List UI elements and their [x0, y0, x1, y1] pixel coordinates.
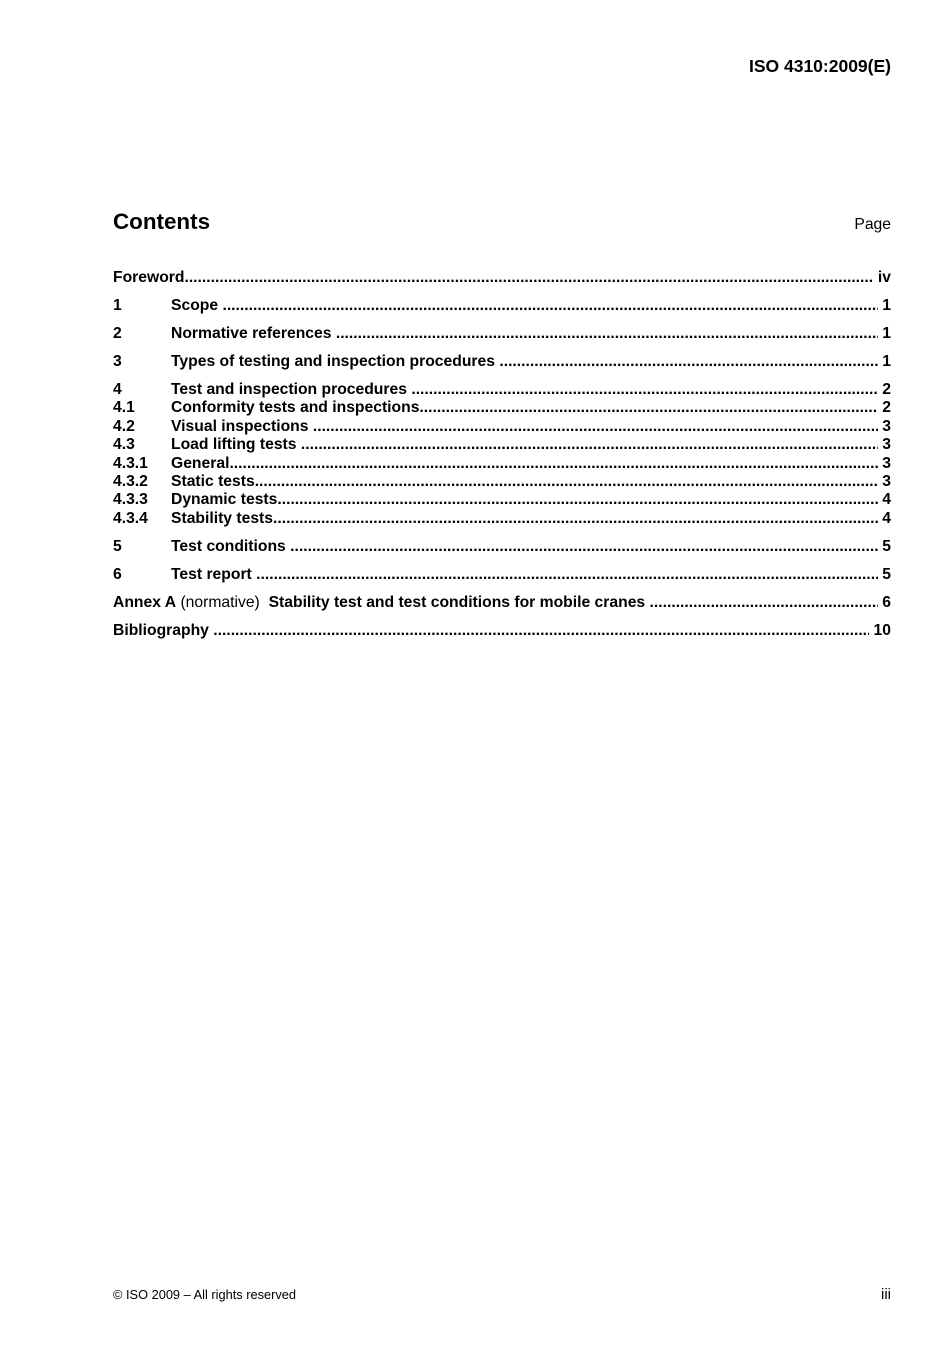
contents-heading-row [113, 209, 891, 238]
toc-entry-number: 4.1 [113, 399, 135, 417]
toc-entry-page: 10 [873, 621, 891, 639]
toc-entry-stability-tests[interactable] [113, 510, 891, 528]
toc-entry-page: 1 [882, 297, 891, 314]
dot-leader [495, 353, 878, 371]
toc-entry-title: Bibliography [113, 621, 209, 639]
toc-entry-title: Test report [171, 565, 252, 583]
toc-entry-bibliography[interactable] [113, 622, 891, 640]
document-identifier: ISO 4310:2009(E) [748, 56, 891, 76]
dot-leader [308, 418, 877, 436]
toc-entry-test-and-inspection-procedures[interactable] [113, 381, 891, 399]
dot-leader [184, 269, 873, 287]
toc-entry-title: Stability test and test conditions for mobile cranes [268, 593, 646, 611]
toc-entry-conformity-tests[interactable] [113, 399, 891, 417]
toc-entry-normative-references[interactable] [113, 325, 891, 343]
toc-entry-page: 5 [882, 565, 891, 583]
toc-entry-title: Dynamic tests [171, 491, 278, 509]
toc-entry-load-lifting-tests[interactable] [113, 436, 891, 454]
toc-entry-title: Types of testing and inspection procedures [171, 353, 495, 370]
toc-entry-page: iv [877, 269, 891, 286]
toc-entry-page: 3 [882, 473, 891, 491]
dot-leader [645, 594, 878, 612]
toc-entry-title: Conformity tests and inspections [171, 399, 420, 417]
toc-entry-page: 5 [882, 537, 891, 555]
toc-entry-page: 6 [882, 593, 891, 611]
toc-entry-page: 2 [882, 381, 891, 398]
toc-entry-number: 3 [113, 353, 122, 370]
toc-entry-number: 4.2 [113, 417, 135, 435]
dot-leader [218, 297, 878, 315]
annex-qualifier: (normative) [180, 593, 260, 611]
toc-entry-static-tests[interactable] [113, 473, 891, 491]
toc-entry-page: 4 [882, 509, 891, 527]
toc-entry-title: Normative references [171, 325, 332, 342]
page-footer [113, 1286, 891, 1304]
toc-entry-number: 4.3 [113, 436, 135, 454]
dot-leader [273, 510, 878, 528]
copyright-notice: © ISO 2009 – All rights reserved [113, 1287, 296, 1302]
toc-entry-visual-inspections[interactable] [113, 418, 891, 436]
toc-entry-annex-a[interactable] [113, 594, 891, 612]
toc-entry-test-conditions[interactable] [113, 538, 891, 556]
toc-entry-number: 2 [113, 325, 122, 342]
toc-entry-title: Visual inspections [171, 417, 309, 435]
toc-entry-title: Load lifting tests [171, 436, 297, 454]
dot-leader [252, 566, 878, 584]
toc-entry-number: 5 [113, 537, 122, 555]
dot-leader [286, 538, 878, 556]
toc-entry-scope[interactable] [113, 297, 891, 315]
page-number: iii [881, 1286, 891, 1303]
toc-entry-number: 1 [113, 297, 122, 314]
toc-entry-general[interactable] [113, 455, 891, 473]
toc-entry-title: Static tests [171, 473, 255, 491]
page-column-label: Page [854, 216, 891, 233]
dot-leader [407, 381, 878, 399]
toc-entry-title: Test and inspection procedures [171, 381, 407, 398]
dot-leader [209, 622, 869, 640]
dot-leader [229, 455, 877, 473]
toc-entry-dynamic-tests[interactable] [113, 491, 891, 509]
dot-leader [331, 325, 877, 343]
toc-entry-number: 4.3.4 [113, 509, 148, 527]
toc-entry-number: 4 [113, 381, 122, 398]
table-of-contents [113, 269, 891, 640]
toc-entry-page: 3 [882, 454, 891, 472]
toc-entry-title: Scope [171, 297, 219, 314]
toc-entry-title: Test conditions [171, 537, 286, 555]
toc-entry-foreword[interactable] [113, 269, 891, 287]
toc-entry-page: 1 [882, 353, 891, 370]
toc-entry-page: 1 [882, 325, 891, 342]
toc-entry-title: Foreword [113, 269, 185, 286]
toc-entry-page: 4 [882, 491, 891, 509]
toc-entry-number: 4.3.2 [113, 473, 148, 491]
toc-entry-page: 2 [882, 399, 891, 417]
toc-entry-number: 6 [113, 565, 122, 583]
toc-entry-title: Stability tests [171, 509, 273, 527]
dot-leader [277, 491, 878, 509]
toc-entry-number: 4.3.3 [113, 491, 148, 509]
toc-entry-title: General [171, 454, 230, 472]
annex-label: Annex A [113, 593, 177, 611]
contents-title: Contents [113, 209, 211, 234]
dot-leader [419, 399, 877, 417]
toc-entry-page: 3 [882, 436, 891, 454]
toc-entry-types-of-testing[interactable] [113, 353, 891, 371]
toc-entry-test-report[interactable] [113, 566, 891, 584]
toc-entry-page: 3 [882, 417, 891, 435]
toc-entry-number: 4.3.1 [113, 454, 148, 472]
dot-leader [255, 473, 878, 491]
dot-leader [297, 436, 878, 454]
